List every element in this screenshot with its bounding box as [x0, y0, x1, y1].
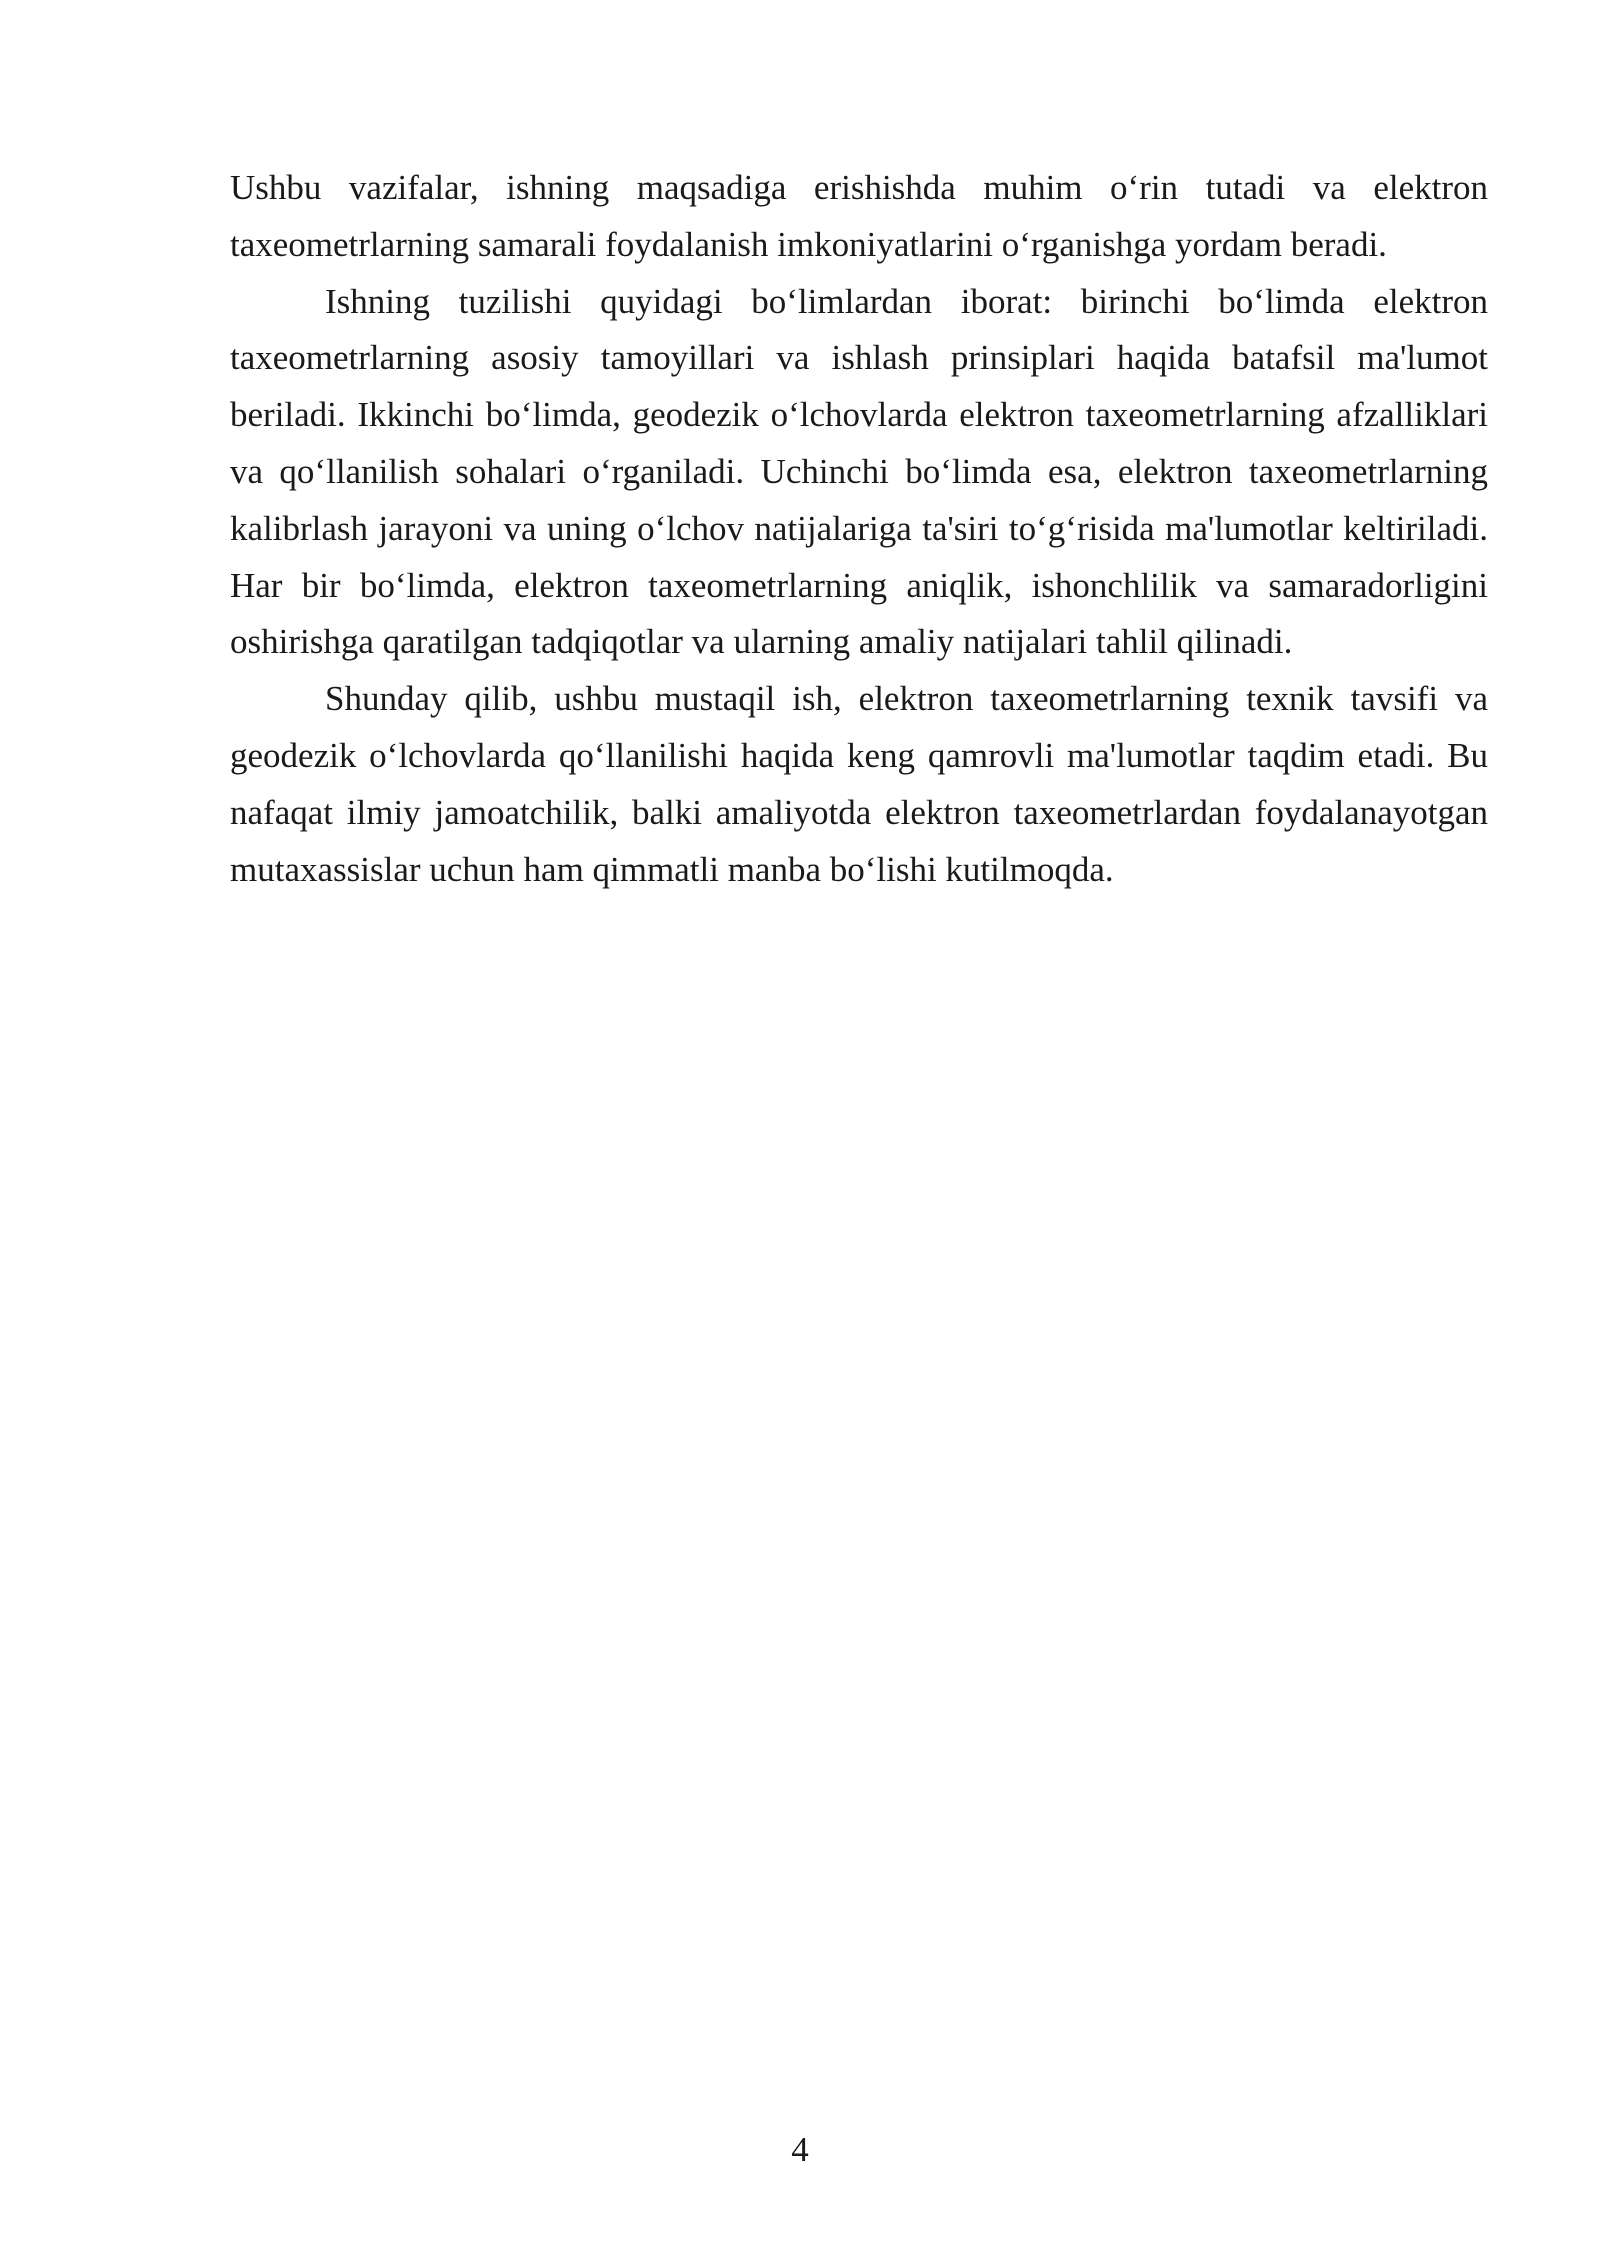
paragraph-2: Ishning tuzilishi quyidagi bo‘limlardan iborat: birinchi bo‘limda elektron taxeometrlarning asosiy tamoyillari va ishlash prinsiplari haqida batafsil ma'lumot beriladi. Ikkinchi bo‘limda, geodezik o‘lchovlarda elektron taxeometrlarning afzalliklari va qo‘llanilish sohalari o‘rganiladi. Uchinchi bo‘limda esa, elektron taxeometrlarning kalibrlash jarayoni va uning o‘lchov natijalariga ta'siri to‘g‘risida ma'lumotlar keltiriladi. Har bir bo‘limda, elektron taxeometrlarning aniqlik, ishonchlilik va samaradorligini oshirishga qaratilgan tadqiqotlar va ularning amaliy natijalari tahlil qilinadi. — [230, 281, 1488, 662]
page-number: 4 — [791, 2130, 809, 2169]
paragraph-1: Ushbu vazifalar, ishning maqsadiga erishishda muhim o‘rin tutadi va elektron taxeometrlarning samarali foydalanish imkoniyatlarini o‘rganishga yordam beradi. — [230, 168, 1488, 264]
body-text — [230, 160, 1488, 898]
paragraph-3: Shunday qilib, ushbu mustaqil ish, elektron taxeometrlarning texnik tavsifi va geodezik o‘lchovlarda qo‘llanilishi haqida keng qamrovli ma'lumotlar taqdim etadi. Bu nafaqat ilmiy jamoatchilik, balki amaliyotda elektron taxeometrlardan foydalanayotgan mutaxassislar uchun ham qimmatli manba bo‘lishi kutilmoqda. — [230, 679, 1488, 889]
